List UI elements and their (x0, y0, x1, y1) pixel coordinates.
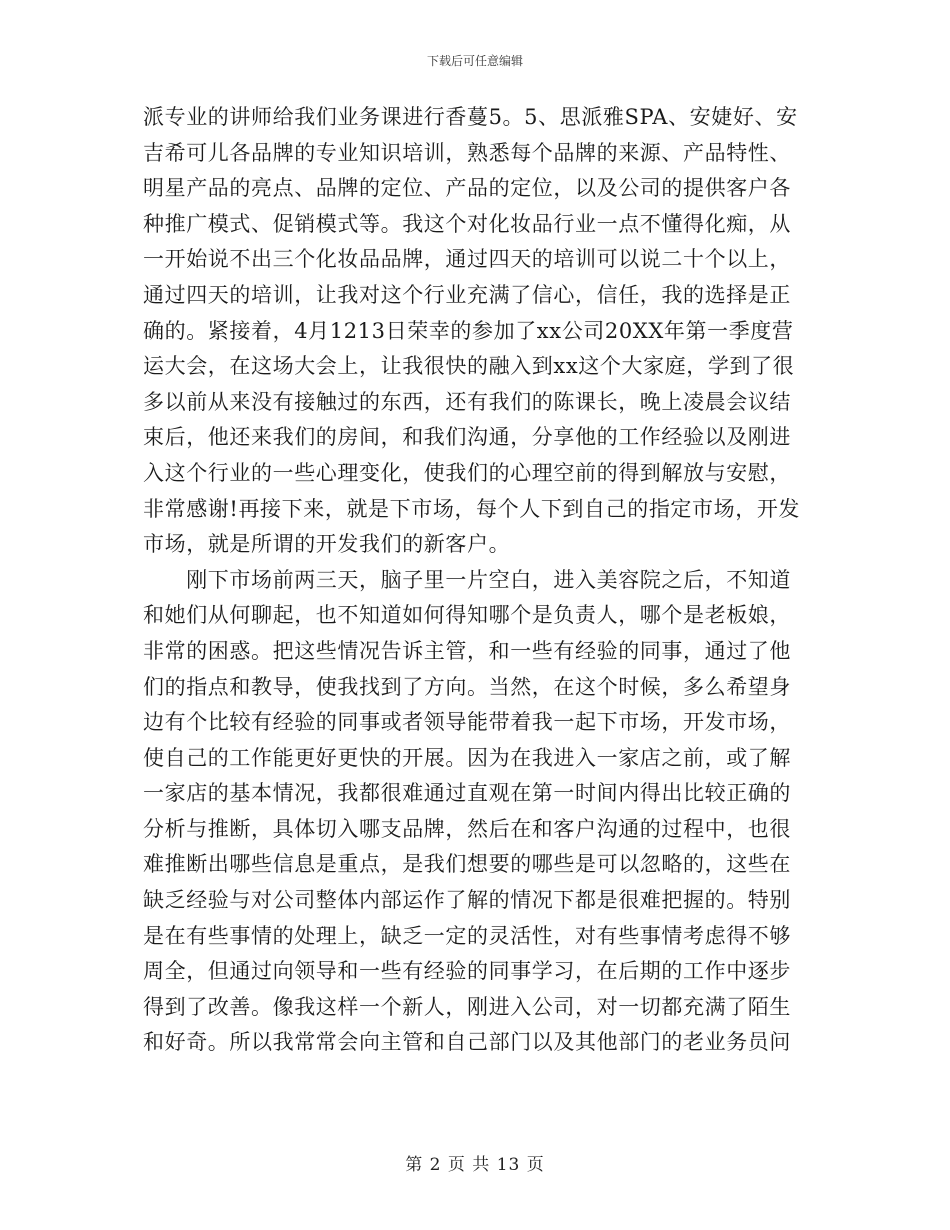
text-line: 入这个行业的一些心理变化，使我们的心理空前的得到解放与安慰， (143, 460, 791, 485)
text-line: 难推断出哪些信息是重点，是我们想要的哪些是可以忽略的，这些在 (143, 852, 791, 877)
paragraph-1 (143, 100, 803, 563)
text-line: 是在有些事情的处理上，缺乏一定的灵活性，对有些事情考虑得不够 (143, 923, 791, 948)
text-line: 和好奇。所以我常常会向主管和自己部门以及其他部门的老业务员问 (143, 1030, 791, 1055)
page-number-footer: 第 2 页 共 13 页 (405, 1155, 545, 1175)
page-header: 下载后可任意编辑 (426, 54, 523, 68)
text-line: 通过四天的培训，让我对这个行业充满了信心，信任，我的选择是正 (143, 282, 791, 307)
text-line: 派专业的讲师给我们业务课进行香蔓5。5、思派雅SPA、安婕好、安 (143, 105, 798, 129)
text-line: 吉希可儿各品牌的专业知识培训，熟悉每个品牌的来源、产品特性、 (143, 140, 791, 165)
text-line: 非常感谢!再接下来，就是下市场，每个人下到自己的指定市场，开发 (143, 496, 801, 521)
text-line: 非常的困惑。把这些情况告诉主管，和一些有经验的同事，通过了他 (143, 638, 791, 663)
text-line: 边有个比较有经验的同事或者领导能带着我一起下市场，开发市场， (143, 710, 791, 735)
text-line: 运大会，在这场大会上，让我很快的融入到xx这个大家庭，学到了很 (143, 354, 795, 379)
text-line: 市场，就是所谓的开发我们的新客户。 (143, 532, 511, 557)
text-line: 缺乏经验与对公司整体内部运作了解的情况下都是很难把握的。特别 (143, 888, 791, 913)
text-line: 们的指点和教导，使我找到了方向。当然，在这个时候，多么希望身 (143, 674, 791, 699)
text-line: 束后，他还来我们的房间，和我们沟通，分享他的工作经验以及刚进 (143, 425, 791, 450)
text-line: 刚下市场前两三天，脑子里一片空白，进入美容院之后，不知道 (143, 567, 791, 592)
text-line: 周全，但通过向领导和一些有经验的同事学习，在后期的工作中逐步 (143, 959, 791, 984)
text-line: 多以前从来没有接触过的东西，还有我们的陈课长，晚上凌晨会议结 (143, 389, 791, 414)
text-line: 明星产品的亮点、品牌的定位、产品的定位，以及公司的提供客户各 (143, 176, 791, 201)
text-line: 一家店的基本情况，我都很难通过直观在第一时间内得出比较正确的 (143, 781, 791, 806)
text-line: 使自己的工作能更好更快的开展。因为在我进入一家店之前，或了解 (143, 745, 791, 770)
text-line: 得到了改善。像我这样一个新人，刚进入公司，对一切都充满了陌生 (143, 994, 791, 1019)
text-line: 一开始说不出三个化妆品品牌，通过四天的培训可以说二十个以上， (143, 247, 791, 272)
text-line: 分析与推断，具体切入哪支品牌，然后在和客户沟通的过程中，也很 (143, 816, 791, 841)
text-line: 确的。紧接着，4月1213日荣幸的参加了xx公司20XX年第一季度营 (143, 318, 794, 343)
paragraph-2 (143, 563, 803, 1061)
document-body (143, 100, 803, 1061)
text-line: 种推广模式、促销模式等。我这个对化妆品行业一点不懂得化痴，从 (143, 211, 791, 236)
text-line: 和她们从何聊起，也不知道如何得知哪个是负责人，哪个是老板娘， (143, 603, 791, 628)
